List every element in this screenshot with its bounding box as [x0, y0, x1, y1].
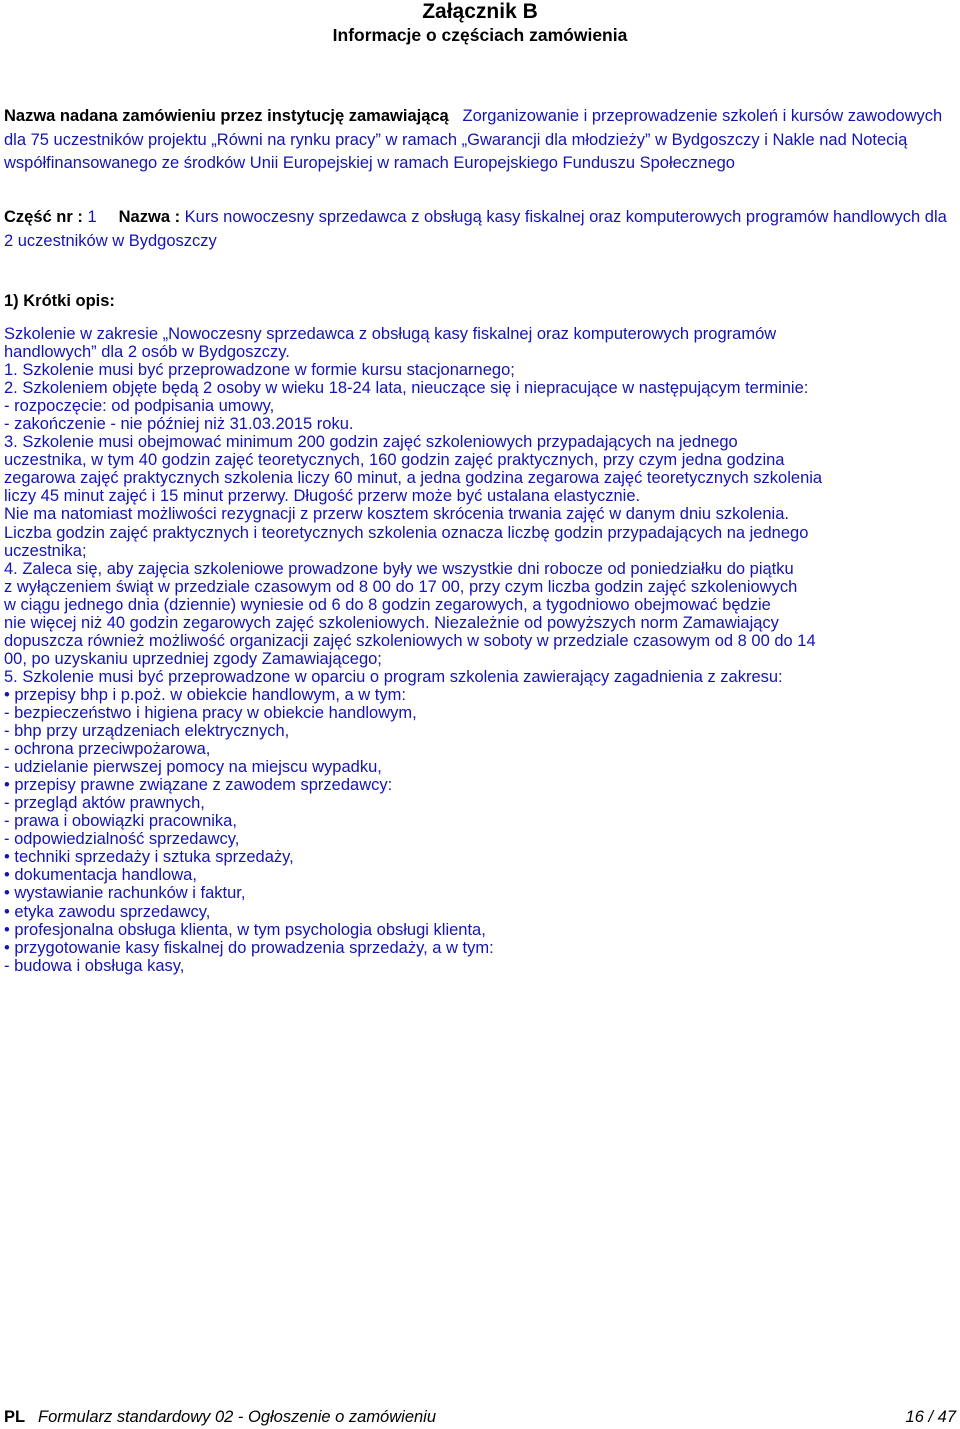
description-line: • przygotowanie kasy fiskalnej do prowadzenia sprzedaży, a w tym: [4, 938, 494, 957]
description-line: dopuszcza również możliwość organizacji zajęć szkoleniowych w soboty w przedziale czasowym od 8 00 do 14 [4, 631, 816, 650]
contract-name-label: Nazwa nadana zamówieniu przez instytucję zamawiającą [4, 107, 449, 125]
description-line: - budowa i obsługa kasy, [4, 956, 185, 975]
part-name-value: Kurs nowoczesny sprzedawca z obsługą kasy fiskalnej oraz komputerowych programów handlowych dla 2 uczestników w Bydgoszczy [4, 208, 947, 250]
description-line: - udzielanie pierwszej pomocy na miejscu wypadku, [4, 758, 382, 777]
contract-name-value: Zorganizowanie i przeprowadzenie szkoleń i kursów zawodowych dla 75 uczestników projektu „Równi na rynku pracy” w ramach „Gwarancji dla młodzieży” w Bydgoszczy i Nakle nad Notecią współfinansowanego ze środków Unii Europejskiej w ramach Europejskiego Funduszu Społecznego [4, 107, 943, 172]
description-line: Szkolenie w zakresie „Nowoczesny sprzedawca z obsługą kasy fiskalnej oraz komputerowych programów [4, 325, 777, 343]
description-line: • dokumentacja handlowa, [4, 866, 197, 885]
description-line: uczestnika; [4, 541, 87, 560]
short-description-heading: 1) Krótki opis: [4, 292, 115, 310]
description-line: Nie ma natomiast możliwości rezygnacji z przerw kosztem skrócenia trwania zajęć w danym dniu szkolenia. [4, 505, 789, 524]
part-info [4, 206, 952, 253]
page-title: Załącznik B [422, 0, 538, 23]
description-line: Liczba godzin zajęć praktycznych i teoretycznych szkolenia oznacza liczbę godzin przypadających na jednego [4, 523, 809, 542]
description-line: - odpowiedzialność sprzedawcy, [4, 830, 240, 849]
description-line: - zakończenie - nie później niż 31.03.2015 roku. [4, 415, 354, 434]
description-line: - ochrona przeciwpożarowa, [4, 740, 211, 759]
description-line: • wystawianie rachunków i faktur, [4, 884, 246, 903]
contract-name-block [4, 105, 952, 176]
part-number-value: 1 [87, 208, 97, 226]
description-line: 1. Szkolenie musi być przeprowadzone w formie kursu stacjonarnego; [4, 361, 515, 380]
description-line: 2. Szkoleniem objęte będą 2 osoby w wieku 18-24 lata, nieuczące się i niepracujące w następującym terminie: [4, 379, 809, 398]
description-line: - bhp przy urządzeniach elektrycznych, [4, 722, 290, 741]
description-line: 3. Szkolenie musi obejmować minimum 200 godzin zajęć szkoleniowych przypadających na jednego [4, 433, 738, 452]
description-line: - rozpoczęcie: od podpisania umowy, [4, 397, 275, 416]
footer-language: PL [4, 1408, 26, 1426]
description-line: uczestnika, w tym 40 godzin zajęć teoretycznych, 160 godzin zajęć praktycznych, przy czym jedna godzina [4, 451, 785, 470]
part-name-label: Nazwa : [118, 208, 181, 226]
footer-form-name: Formularz standardowy 02 - Ogłoszenie o zamówieniu [38, 1408, 437, 1426]
description-line: 4. Zaleca się, aby zajęcia szkoleniowe prowadzone były we wszystkie dni robocze od poniedziałku do piątku [4, 559, 794, 578]
description-line: handlowych” dla 2 osób w Bydgoszczy. [4, 343, 290, 362]
description-line: z wyłączeniem świąt w przedziale czasowym od 8 00 do 17 00, przy czym liczba godzin zajęć szkoleniowych [4, 577, 798, 596]
description-line: • profesjonalna obsługa klienta, w tym psychologia obsługi klienta, [4, 920, 486, 939]
description-line: 00, po uzyskaniu uprzedniej zgody Zamawiającego; [4, 649, 382, 668]
description-line: - bezpieczeństwo i higiena pracy w obiekcie handlowym, [4, 703, 417, 722]
description-line: nie więcej niż 40 godzin zegarowych zajęć szkoleniowych. Niezależnie od powyższych norm Zamawiający [4, 613, 779, 632]
part-number-label: Część nr : [4, 208, 83, 226]
description-line: w ciągu jednego dnia (dziennie) wyniesie od 6 do 8 godzin zegarowych, a tygodniowo obejmować będzie [4, 595, 771, 614]
short-description-body [4, 325, 954, 975]
page-footer [4, 1405, 956, 1429]
description-line: • przepisy prawne związane z zawodem sprzedawcy: [4, 776, 393, 795]
description-line: • przepisy bhp i p.poż. w obiekcie handlowym, a w tym: [4, 685, 406, 704]
description-line: - prawa i obowiązki pracownika, [4, 812, 237, 831]
description-line: 5. Szkolenie musi być przeprowadzone w oparciu o program szkolenia zawierający zagadnienia z zakresu: [4, 667, 783, 686]
page-subtitle: Informacje o częściach zamówienia [332, 25, 628, 45]
description-line: zegarowa zajęć praktycznych szkolenia liczy 60 minut, a jedna godzina zegarowa zajęć teoretycznych szkolenia [4, 469, 823, 488]
description-line: • etyka zawodu sprzedawcy, [4, 902, 211, 921]
description-line: liczy 45 minut zajęć i 15 minut przerwy. Długość przerw może być ustalana elastycznie. [4, 487, 641, 506]
description-line: - przegląd aktów prawnych, [4, 794, 205, 813]
footer-page-number: 16 / 47 [905, 1408, 956, 1426]
description-line: • techniki sprzedaży i sztuka sprzedaży, [4, 848, 294, 867]
